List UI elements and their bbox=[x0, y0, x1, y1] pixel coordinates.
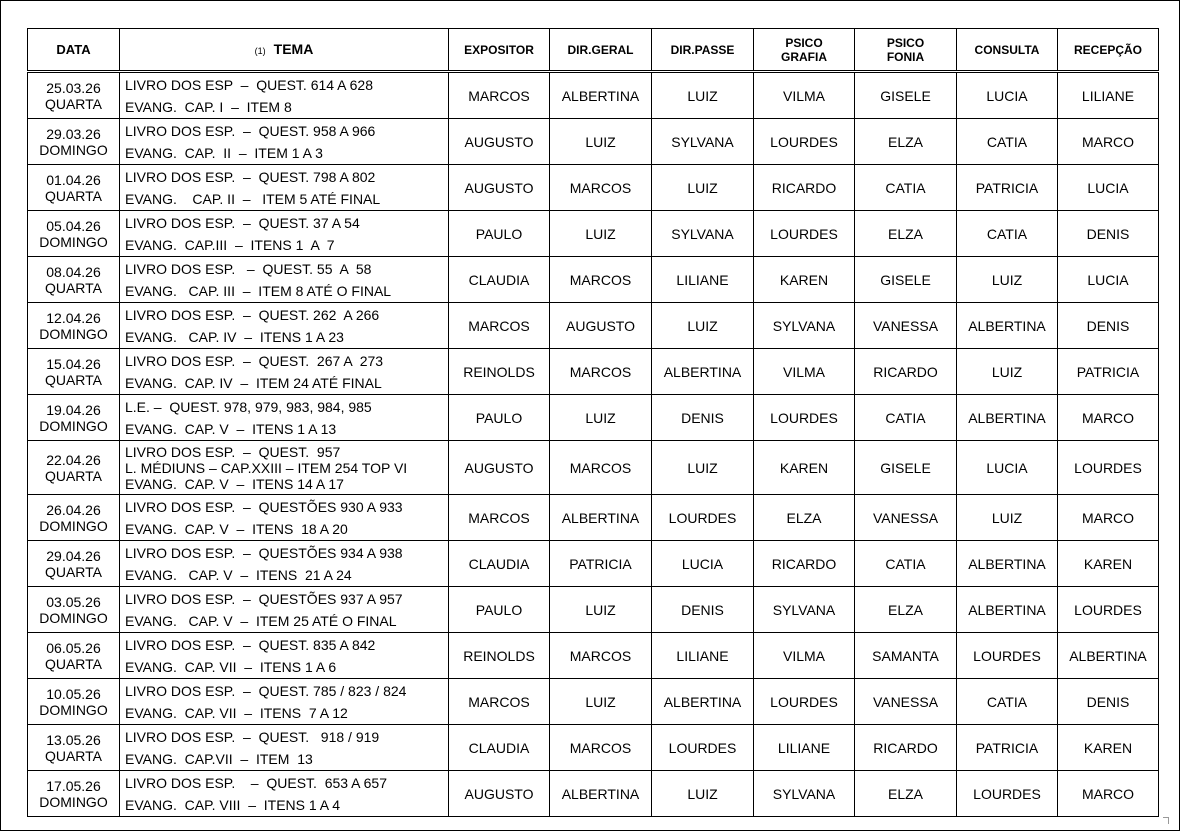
table-row bbox=[28, 165, 1159, 211]
tema-cell bbox=[120, 72, 449, 119]
header-psicofonia-2: FONIA bbox=[886, 49, 925, 64]
psicofonia-cell: ELZA bbox=[855, 771, 957, 817]
recepcao-cell: KAREN bbox=[1058, 541, 1159, 587]
date-value: 12.04.26 bbox=[46, 309, 101, 326]
dir-geral-cell: AUGUSTO bbox=[550, 303, 652, 349]
table-row bbox=[28, 633, 1159, 679]
tema-line: EVANG. CAP.III – ITENS 1 A 7 bbox=[125, 236, 335, 253]
dir-geral-cell: ALBERTINA bbox=[550, 72, 652, 119]
psicografia-cell: ELZA bbox=[754, 495, 855, 541]
header-psicofonia bbox=[855, 29, 957, 72]
table-row bbox=[28, 771, 1159, 817]
tema-line: EVANG. CAP. II – ITEM 1 A 3 bbox=[125, 144, 323, 161]
consulta-cell: CATIA bbox=[957, 119, 1058, 165]
tema-cell bbox=[120, 725, 449, 771]
date-cell bbox=[28, 303, 120, 349]
recepcao-cell: PATRICIA bbox=[1058, 349, 1159, 395]
date-value: 26.04.26 bbox=[46, 501, 101, 518]
tema-cell bbox=[120, 771, 449, 817]
header-dir-passe: DIR.PASSE bbox=[652, 29, 754, 72]
consulta-cell: CATIA bbox=[957, 679, 1058, 725]
tema-line: EVANG. CAP. VII – ITENS 1 A 6 bbox=[125, 658, 337, 675]
tema-line: LIVRO DOS ESP. – QUEST. 798 A 802 bbox=[125, 168, 376, 185]
consulta-cell: LOURDES bbox=[957, 771, 1058, 817]
tema-line: LIVRO DOS ESP. – QUEST. 957 bbox=[125, 443, 341, 460]
schedule-table bbox=[27, 28, 1159, 817]
psicografia-cell: LILIANE bbox=[754, 725, 855, 771]
tema-cell bbox=[120, 211, 449, 257]
recepcao-cell: DENIS bbox=[1058, 211, 1159, 257]
tema-line: L.E. – QUEST. 978, 979, 983, 984, 985 bbox=[125, 398, 372, 415]
corner-mark bbox=[1163, 817, 1169, 824]
expositor-cell: PAULO bbox=[449, 211, 550, 257]
dir-geral-cell: MARCOS bbox=[550, 633, 652, 679]
date-value: 10.05.26 bbox=[46, 685, 101, 702]
dir-passe-cell: LUIZ bbox=[652, 165, 754, 211]
dir-passe-cell: DENIS bbox=[652, 395, 754, 441]
tema-line: LIVRO DOS ESP. – QUEST. 653 A 657 bbox=[125, 774, 387, 791]
consulta-cell: ALBERTINA bbox=[957, 395, 1058, 441]
tema-line: EVANG. CAP. V – ITENS 14 A 17 bbox=[125, 475, 344, 492]
tema-cell bbox=[120, 395, 449, 441]
psicofonia-cell: RICARDO bbox=[855, 725, 957, 771]
tema-cell bbox=[120, 495, 449, 541]
date-value: 08.04.26 bbox=[46, 263, 101, 280]
weekday: QUARTA bbox=[44, 279, 103, 296]
psicografia-cell: SYLVANA bbox=[754, 771, 855, 817]
date-value: 29.04.26 bbox=[46, 547, 101, 564]
weekday: QUARTA bbox=[44, 467, 103, 484]
date-cell bbox=[28, 165, 120, 211]
psicofonia-cell: ELZA bbox=[855, 587, 957, 633]
expositor-cell: CLAUDIA bbox=[449, 257, 550, 303]
psicografia-cell: VILMA bbox=[754, 349, 855, 395]
recepcao-cell: LILIANE bbox=[1058, 72, 1159, 119]
tema-line: EVANG. CAP. I – ITEM 8 bbox=[125, 98, 292, 115]
recepcao-cell: MARCO bbox=[1058, 119, 1159, 165]
consulta-cell: PATRICIA bbox=[957, 725, 1058, 771]
date-value: 03.05.26 bbox=[46, 593, 101, 610]
date-value: 25.03.26 bbox=[46, 79, 101, 96]
weekday: DOMINGO bbox=[39, 793, 108, 810]
tema-line: LIVRO DOS ESP. – QUEST. 785 / 823 / 824 bbox=[125, 682, 407, 699]
dir-passe-cell: SYLVANA bbox=[652, 119, 754, 165]
tema-cell bbox=[120, 441, 449, 495]
table-row bbox=[28, 495, 1159, 541]
dir-passe-cell: ALBERTINA bbox=[652, 679, 754, 725]
tema-line: LIVRO DOS ESP. – QUEST. 37 A 54 bbox=[125, 214, 360, 231]
dir-geral-cell: MARCOS bbox=[550, 441, 652, 495]
date-value: 13.05.26 bbox=[46, 731, 101, 748]
tema-line: EVANG. CAP. V – ITEM 25 ATÉ O FINAL bbox=[125, 612, 397, 629]
tema-line: LIVRO DOS ESP. – QUEST. 918 / 919 bbox=[125, 728, 380, 745]
date-cell bbox=[28, 679, 120, 725]
tema-line: EVANG. CAP. V – ITENS 1 A 13 bbox=[125, 420, 337, 437]
date-cell bbox=[28, 441, 120, 495]
weekday: DOMINGO bbox=[39, 141, 108, 158]
schedule-body bbox=[28, 72, 1159, 817]
tema-cell bbox=[120, 119, 449, 165]
date-cell bbox=[28, 349, 120, 395]
header-psicografia-2: GRAFIA bbox=[781, 49, 827, 64]
date-value: 05.04.26 bbox=[46, 217, 101, 234]
weekday: DOMINGO bbox=[39, 417, 108, 434]
dir-passe-cell: SYLVANA bbox=[652, 211, 754, 257]
header-tema-note: (1) bbox=[254, 45, 266, 56]
tema-line: LIVRO DOS ESP – QUEST. 614 A 628 bbox=[125, 76, 373, 93]
table-row bbox=[28, 725, 1159, 771]
date-value: 15.04.26 bbox=[46, 355, 101, 372]
date-value: 29.03.26 bbox=[46, 125, 101, 142]
weekday: QUARTA bbox=[44, 563, 103, 580]
psicofonia-cell: GISELE bbox=[855, 257, 957, 303]
table-row bbox=[28, 303, 1159, 349]
dir-passe-cell: LUCIA bbox=[652, 541, 754, 587]
dir-passe-cell: LOURDES bbox=[652, 725, 754, 771]
weekday: QUARTA bbox=[44, 655, 103, 672]
consulta-cell: LUIZ bbox=[957, 495, 1058, 541]
date-cell bbox=[28, 495, 120, 541]
expositor-cell: REINOLDS bbox=[449, 349, 550, 395]
recepcao-cell: MARCO bbox=[1058, 771, 1159, 817]
date-cell bbox=[28, 257, 120, 303]
psicofonia-cell: ELZA bbox=[855, 211, 957, 257]
header-psicofonia-1: PSICO bbox=[886, 35, 925, 50]
header-recepcao: RECEPÇÃO bbox=[1058, 29, 1159, 72]
date-cell bbox=[28, 395, 120, 441]
tema-line: LIVRO DOS ESP. – QUESTÕES 934 A 938 bbox=[125, 544, 403, 561]
header-expositor: EXPOSITOR bbox=[449, 29, 550, 72]
recepcao-cell: ALBERTINA bbox=[1058, 633, 1159, 679]
tema-cell bbox=[120, 349, 449, 395]
psicofonia-cell: CATIA bbox=[855, 395, 957, 441]
expositor-cell: AUGUSTO bbox=[449, 119, 550, 165]
tema-cell bbox=[120, 679, 449, 725]
date-cell bbox=[28, 541, 120, 587]
psicofonia-cell: VANESSA bbox=[855, 679, 957, 725]
dir-passe-cell: LILIANE bbox=[652, 633, 754, 679]
date-cell bbox=[28, 119, 120, 165]
expositor-cell: MARCOS bbox=[449, 72, 550, 119]
date-value: 01.04.26 bbox=[46, 171, 101, 188]
consulta-cell: LOURDES bbox=[957, 633, 1058, 679]
weekday: QUARTA bbox=[44, 95, 103, 112]
dir-geral-cell: MARCOS bbox=[550, 257, 652, 303]
dir-passe-cell: LILIANE bbox=[652, 257, 754, 303]
dir-passe-cell: ALBERTINA bbox=[652, 349, 754, 395]
table-row bbox=[28, 441, 1159, 495]
table-row bbox=[28, 257, 1159, 303]
tema-line: LIVRO DOS ESP. – QUESTÕES 930 A 933 bbox=[125, 498, 403, 515]
weekday: QUARTA bbox=[44, 747, 103, 764]
psicografia-cell: SYLVANA bbox=[754, 303, 855, 349]
expositor-cell: AUGUSTO bbox=[449, 165, 550, 211]
header-dir-geral: DIR.GERAL bbox=[550, 29, 652, 72]
consulta-cell: CATIA bbox=[957, 211, 1058, 257]
expositor-cell: AUGUSTO bbox=[449, 441, 550, 495]
psicofonia-cell: ELZA bbox=[855, 119, 957, 165]
tema-line: EVANG. CAP. II – ITEM 5 ATÉ FINAL bbox=[125, 190, 381, 207]
dir-passe-cell: LUIZ bbox=[652, 771, 754, 817]
header-tema-label: TEMA bbox=[273, 40, 314, 57]
psicografia-cell: VILMA bbox=[754, 72, 855, 119]
table-row bbox=[28, 587, 1159, 633]
tema-cell bbox=[120, 587, 449, 633]
consulta-cell: ALBERTINA bbox=[957, 541, 1058, 587]
dir-passe-cell: DENIS bbox=[652, 587, 754, 633]
tema-line: LIVRO DOS ESP. – QUEST. 835 A 842 bbox=[125, 636, 376, 653]
psicofonia-cell: VANESSA bbox=[855, 303, 957, 349]
weekday: DOMINGO bbox=[39, 701, 108, 718]
dir-geral-cell: LUIZ bbox=[550, 395, 652, 441]
dir-geral-cell: LUIZ bbox=[550, 211, 652, 257]
psicografia-cell: LOURDES bbox=[754, 211, 855, 257]
consulta-cell: LUIZ bbox=[957, 349, 1058, 395]
dir-passe-cell: LUIZ bbox=[652, 72, 754, 119]
dir-geral-cell: PATRICIA bbox=[550, 541, 652, 587]
tema-cell bbox=[120, 257, 449, 303]
tema-line: EVANG. CAP. V – ITENS 18 A 20 bbox=[125, 520, 348, 537]
tema-cell bbox=[120, 541, 449, 587]
tema-line: EVANG. CAP. V – ITENS 21 A 24 bbox=[125, 566, 352, 583]
dir-geral-cell: LUIZ bbox=[550, 679, 652, 725]
dir-geral-cell: ALBERTINA bbox=[550, 771, 652, 817]
psicofonia-cell: SAMANTA bbox=[855, 633, 957, 679]
tema-line: LIVRO DOS ESP. – QUEST. 958 A 966 bbox=[125, 122, 376, 139]
date-cell bbox=[28, 771, 120, 817]
dir-passe-cell: LUIZ bbox=[652, 303, 754, 349]
consulta-cell: LUCIA bbox=[957, 441, 1058, 495]
psicografia-cell: RICARDO bbox=[754, 165, 855, 211]
table-row bbox=[28, 395, 1159, 441]
tema-line: EVANG. CAP. III – ITEM 8 ATÉ O FINAL bbox=[125, 282, 392, 299]
recepcao-cell: KAREN bbox=[1058, 725, 1159, 771]
weekday: DOMINGO bbox=[39, 517, 108, 534]
header-psicografia bbox=[754, 29, 855, 72]
psicofonia-cell: GISELE bbox=[855, 72, 957, 119]
expositor-cell: MARCOS bbox=[449, 679, 550, 725]
date-cell bbox=[28, 633, 120, 679]
dir-geral-cell: LUIZ bbox=[550, 119, 652, 165]
date-value: 17.05.26 bbox=[46, 777, 101, 794]
tema-line: LIVRO DOS ESP. – QUEST. 267 A 273 bbox=[125, 352, 384, 369]
psicofonia-cell: GISELE bbox=[855, 441, 957, 495]
table-row bbox=[28, 541, 1159, 587]
weekday: QUARTA bbox=[44, 187, 103, 204]
psicografia-cell: LOURDES bbox=[754, 395, 855, 441]
psicofonia-cell: CATIA bbox=[855, 541, 957, 587]
psicografia-cell: KAREN bbox=[754, 257, 855, 303]
table-row bbox=[28, 119, 1159, 165]
psicografia-cell: SYLVANA bbox=[754, 587, 855, 633]
header-psicografia-1: PSICO bbox=[785, 35, 823, 50]
weekday: DOMINGO bbox=[39, 609, 108, 626]
table-row bbox=[28, 679, 1159, 725]
dir-geral-cell: MARCOS bbox=[550, 165, 652, 211]
recepcao-cell: MARCO bbox=[1058, 395, 1159, 441]
date-value: 19.04.26 bbox=[46, 401, 101, 418]
expositor-cell: AUGUSTO bbox=[449, 771, 550, 817]
expositor-cell: REINOLDS bbox=[449, 633, 550, 679]
weekday: DOMINGO bbox=[39, 233, 108, 250]
weekday: DOMINGO bbox=[39, 325, 108, 342]
dir-geral-cell: MARCOS bbox=[550, 725, 652, 771]
psicografia-cell: LOURDES bbox=[754, 679, 855, 725]
psicografia-cell: VILMA bbox=[754, 633, 855, 679]
tema-line: EVANG. CAP. VII – ITENS 7 A 12 bbox=[125, 704, 348, 721]
psicografia-cell: KAREN bbox=[754, 441, 855, 495]
expositor-cell: CLAUDIA bbox=[449, 541, 550, 587]
header-tema bbox=[120, 29, 449, 72]
consulta-cell: ALBERTINA bbox=[957, 587, 1058, 633]
tema-cell bbox=[120, 633, 449, 679]
dir-geral-cell: ALBERTINA bbox=[550, 495, 652, 541]
expositor-cell: MARCOS bbox=[449, 303, 550, 349]
header-row bbox=[28, 29, 1159, 72]
date-cell bbox=[28, 72, 120, 119]
table-row bbox=[28, 72, 1159, 119]
expositor-cell: MARCOS bbox=[449, 495, 550, 541]
expositor-cell: CLAUDIA bbox=[449, 725, 550, 771]
recepcao-cell: DENIS bbox=[1058, 679, 1159, 725]
table-row bbox=[28, 211, 1159, 257]
recepcao-cell: DENIS bbox=[1058, 303, 1159, 349]
tema-line: LIVRO DOS ESP. – QUEST. 55 A 58 bbox=[125, 260, 372, 277]
consulta-cell: PATRICIA bbox=[957, 165, 1058, 211]
psicografia-cell: LOURDES bbox=[754, 119, 855, 165]
tema-line: EVANG. CAP. IV – ITEM 24 ATÉ FINAL bbox=[125, 374, 382, 391]
tema-line: EVANG. CAP.VII – ITEM 13 bbox=[125, 750, 313, 767]
recepcao-cell: LOURDES bbox=[1058, 441, 1159, 495]
header-consulta: CONSULTA bbox=[957, 29, 1058, 72]
table-row bbox=[28, 349, 1159, 395]
expositor-cell: PAULO bbox=[449, 395, 550, 441]
psicofonia-cell: RICARDO bbox=[855, 349, 957, 395]
header-data: DATA bbox=[28, 29, 120, 72]
recepcao-cell: LUCIA bbox=[1058, 257, 1159, 303]
psicofonia-cell: CATIA bbox=[855, 165, 957, 211]
consulta-cell: LUIZ bbox=[957, 257, 1058, 303]
date-cell bbox=[28, 725, 120, 771]
consulta-cell: ALBERTINA bbox=[957, 303, 1058, 349]
date-cell bbox=[28, 211, 120, 257]
tema-line: EVANG. CAP. VIII – ITENS 1 A 4 bbox=[125, 796, 341, 813]
tema-line: L. MÉDIUNS – CAP.XXIII – ITEM 254 TOP VI bbox=[125, 459, 408, 476]
tema-line: LIVRO DOS ESP. – QUEST. 262 A 266 bbox=[125, 306, 380, 323]
psicografia-cell: RICARDO bbox=[754, 541, 855, 587]
date-value: 22.04.26 bbox=[46, 451, 101, 468]
weekday: QUARTA bbox=[44, 371, 103, 388]
psicofonia-cell: VANESSA bbox=[855, 495, 957, 541]
date-cell bbox=[28, 587, 120, 633]
dir-geral-cell: MARCOS bbox=[550, 349, 652, 395]
dir-geral-cell: LUIZ bbox=[550, 587, 652, 633]
tema-cell bbox=[120, 165, 449, 211]
recepcao-cell: MARCO bbox=[1058, 495, 1159, 541]
dir-passe-cell: LOURDES bbox=[652, 495, 754, 541]
tema-cell bbox=[120, 303, 449, 349]
tema-line: LIVRO DOS ESP. – QUESTÕES 937 A 957 bbox=[125, 590, 403, 607]
dir-passe-cell: LUIZ bbox=[652, 441, 754, 495]
consulta-cell: LUCIA bbox=[957, 72, 1058, 119]
recepcao-cell: LOURDES bbox=[1058, 587, 1159, 633]
expositor-cell: PAULO bbox=[449, 587, 550, 633]
tema-line: EVANG. CAP. IV – ITENS 1 A 23 bbox=[125, 328, 344, 345]
date-value: 06.05.26 bbox=[46, 639, 101, 656]
recepcao-cell: LUCIA bbox=[1058, 165, 1159, 211]
